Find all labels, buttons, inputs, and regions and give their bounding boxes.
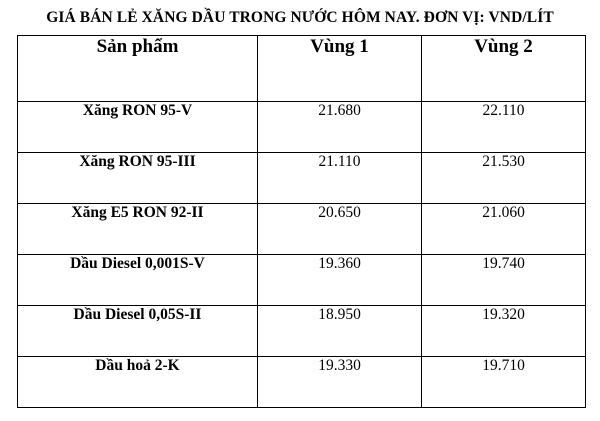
zone-2-price: 22.110 (422, 102, 586, 153)
table-header-row (18, 36, 586, 102)
header-zone-2: Vùng 2 (422, 36, 586, 102)
zone-1-price: 21.110 (258, 153, 422, 204)
zone-1-price: 18.950 (258, 306, 422, 357)
zone-1-price: 19.330 (258, 357, 422, 408)
zone-2-price: 21.530 (422, 153, 586, 204)
product-name: Xăng RON 95-III (18, 153, 258, 204)
zone-1-price: 21.680 (258, 102, 422, 153)
zone-1-price: 20.650 (258, 204, 422, 255)
header-product: Sản phẩm (18, 36, 258, 102)
product-name: Dầu Diesel 0,001S-V (18, 255, 258, 306)
table-row (18, 357, 586, 408)
table-row (18, 306, 586, 357)
table-row (18, 255, 586, 306)
product-name: Dầu Diesel 0,05S-II (18, 306, 258, 357)
zone-2-price: 19.710 (422, 357, 586, 408)
fuel-price-table (17, 35, 586, 408)
zone-2-price: 21.060 (422, 204, 586, 255)
table-row (18, 102, 586, 153)
product-name: Dầu hoả 2-K (18, 357, 258, 408)
zone-1-price: 19.360 (258, 255, 422, 306)
table-row (18, 153, 586, 204)
header-zone-1: Vùng 1 (258, 36, 422, 102)
zone-2-price: 19.740 (422, 255, 586, 306)
table-row (18, 204, 586, 255)
page-title: GIÁ BÁN LẺ XĂNG DẦU TRONG NƯỚC HÔM NAY. ĐƠN VỊ: VND/LÍT (46, 9, 554, 26)
product-name: Xăng E5 RON 92-II (18, 204, 258, 255)
product-name: Xăng RON 95-V (18, 102, 258, 153)
zone-2-price: 19.320 (422, 306, 586, 357)
